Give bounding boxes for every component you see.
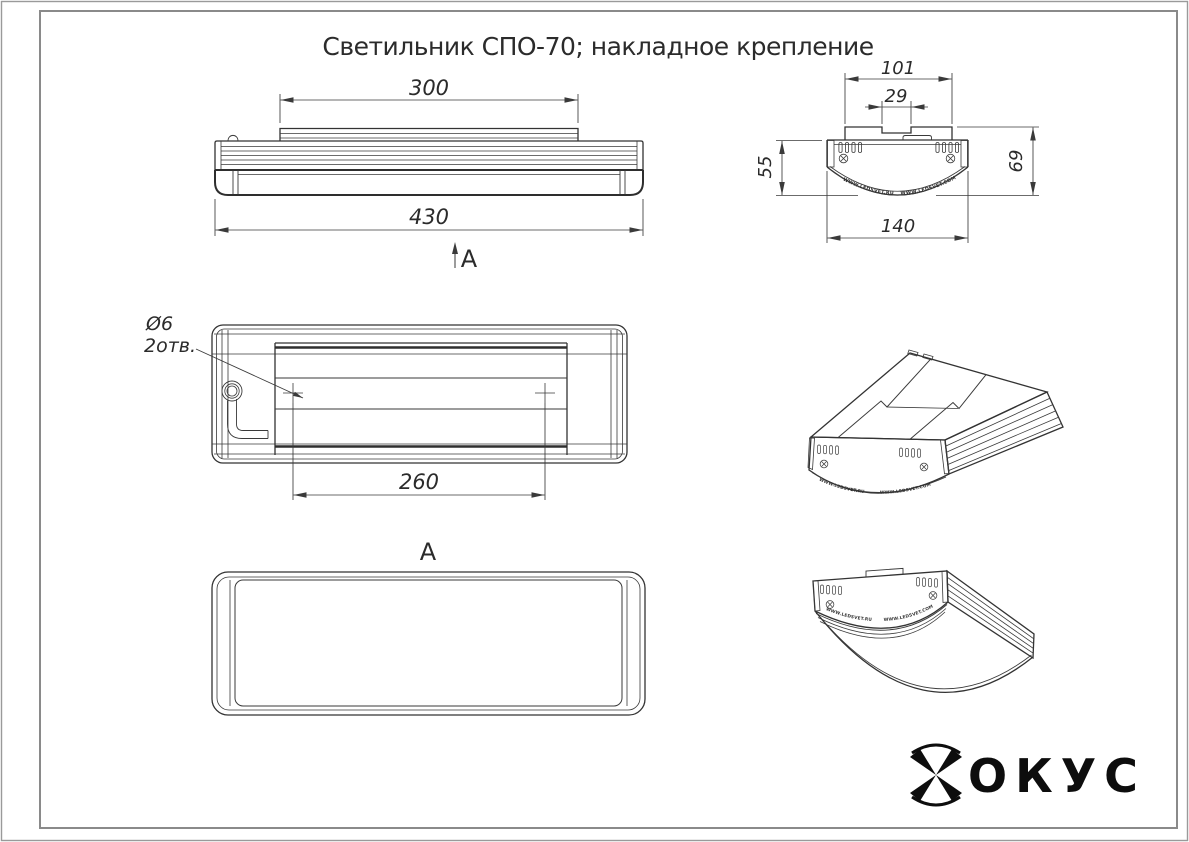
iso-top-marking [818, 477, 946, 496]
iso-view-bottom [813, 568, 1034, 692]
cable-loop [228, 135, 238, 141]
logo-f-glyph [910, 745, 962, 805]
section-label: А [460, 245, 478, 273]
dim-notch-width [865, 86, 928, 124]
dim-text-55: 55 [755, 155, 776, 179]
iso-bottom-marking-com: WWW.LEDSVET.COM [883, 604, 935, 624]
dim-text-69: 69 [1006, 149, 1027, 173]
cap-marking [842, 174, 961, 196]
dim-text-430: 430 [408, 205, 450, 229]
hole-center-right [535, 383, 555, 403]
top-view [144, 313, 627, 500]
mounting-plate [275, 343, 567, 455]
dim-plate-width [280, 76, 578, 123]
section-arrow [452, 242, 478, 273]
iso-bottom-marking-ru: WWW.LEDSVET.RU [825, 607, 873, 623]
drawing-frame [40, 11, 1177, 828]
callout-count: 2отв. [144, 335, 197, 357]
iso-top-slots [818, 445, 928, 471]
view-label: А [419, 538, 437, 566]
iso-bottom-slots [821, 578, 938, 609]
screws [839, 154, 955, 163]
dim-text-260: 260 [398, 470, 440, 494]
end-view [755, 58, 1039, 243]
vent-slots-right [936, 143, 959, 153]
iso-top-marking-com: WWW.LEDSVET.COM [879, 482, 932, 496]
dim-text-140: 140 [880, 216, 916, 237]
marking-com: WWW.LEDSVET.COM [900, 175, 958, 197]
brand-logo [910, 745, 1146, 805]
cable-gland [222, 381, 268, 439]
drawing-title: Светильник СПО-70; накладное крепление [322, 32, 874, 61]
dim-text-29: 29 [884, 86, 908, 107]
iso-top-marking-ru: WWW.LEDSVET.RU [818, 477, 865, 496]
dim-overall-length [215, 199, 643, 236]
dim-text-300: 300 [408, 76, 450, 100]
logo-text: ОКУС [968, 749, 1146, 803]
iso-view-top [808, 350, 1063, 496]
front-view [212, 538, 645, 715]
dim-text-101: 101 [880, 58, 916, 79]
side-view [215, 76, 643, 273]
marking-ru: WWW.LEDSVET.RU [841, 177, 895, 197]
dim-body-height [755, 141, 858, 196]
vent-slots-left [839, 143, 862, 153]
dim-hole-spacing [293, 403, 545, 500]
callout-diameter: Ø6 [146, 313, 174, 335]
